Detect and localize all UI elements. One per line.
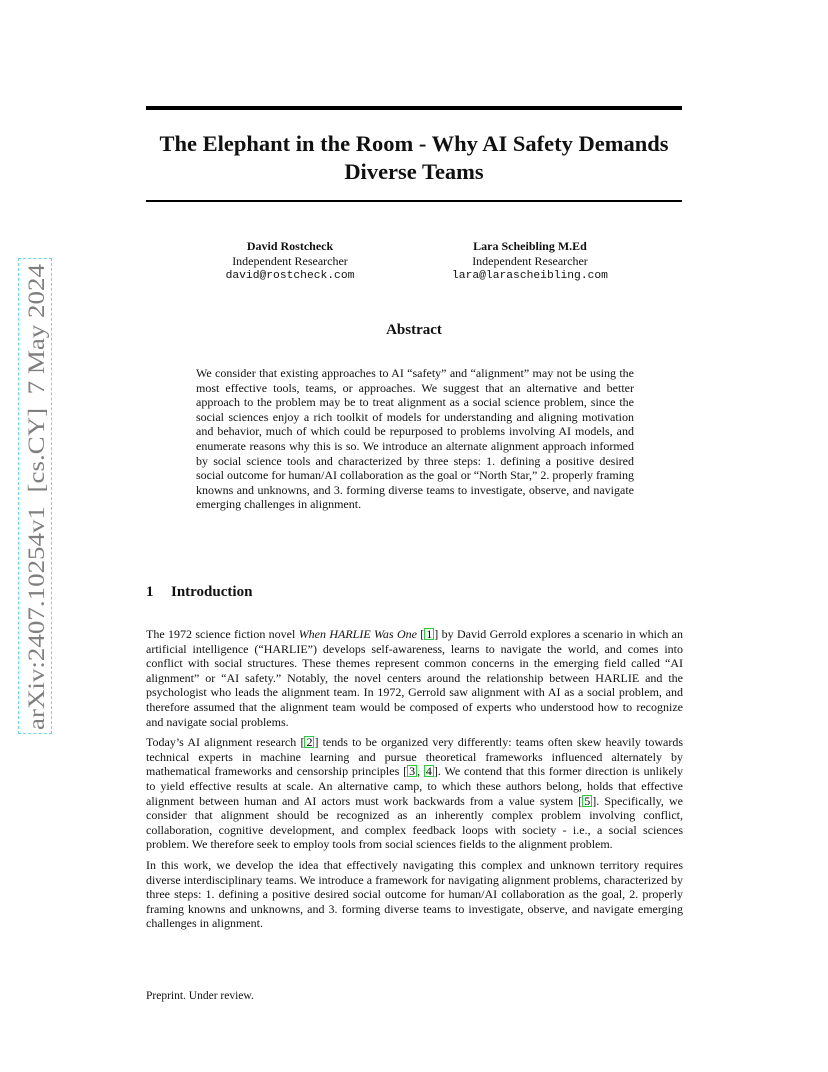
book-title: When HARLIE Was One (298, 627, 417, 641)
text-run: , (417, 764, 424, 779)
text-run: by David Gerrold explores a scenario in which an artificial intelligence (“HARLIE”) develops self-awareness, learns to navigate the world, and comes into conflict with social structures. These themes represent common concerns in the emerging field called “AI alignment” or “AI safety.” Notably, the novel centers around the relationship between HARLIE and the psychologist who leads the alignment team. In 1972, Gerrold saw alignment with AI as a social problem, and therefore assumed that the alignment team would be composed of experts who understood how to recognize and navigate social problems. (146, 627, 683, 729)
author-email: lara@larascheibling.com (452, 270, 608, 282)
author-name: Lara Scheibling M.Ed (473, 239, 587, 253)
paragraph-3: In this work, we develop the idea that effectively navigating this complex and unknown territory requires diverse interdisciplinary teams. We introduce a framework for navigating alignment problems, characterized by three steps: 1. defining a positive desired social outcome for human/AI collaboration as the goal, 2. properly framing knowns and unknowns, and 3. forming diverse teams to investigate, observe, and navigate emerging challenges in alignment. (146, 857, 683, 931)
arxiv-identifier-text: arXiv:2407.10254v1 [cs.CY] 7 May 2024 (24, 332, 49, 730)
title-bottom-rule (146, 200, 682, 202)
paragraph-2: Today’s AI alignment research [ 2 ] tends to be organized very differently: teams often skew heavily towards technical experts in machine learning and pursue theoretical frameworks influenced alternately by mathematical frameworks and censorship principles [ 3 , 4 ]. We contend that this former direction is unlikely to yield effective results at scale. An alternative camp, to which these authors belong, holds that effective alignment between human and AI actors must work backwards from a value system [ 5 ]. Specifically, we consider that alignment should be recognized as an inherently complex problem involving conflict, collaboration, cognitive development, and complex feedback loops with society - i.e., a social sciences problem. We therefore seek to employ tools from social sciences fields to the alignment problem. (146, 735, 684, 852)
arxiv-identifier-stamp[interactable] (18, 258, 52, 734)
section-heading-introduction (146, 584, 252, 601)
paragraph-1: The 1972 science fiction novel When HARLIE Was One [ 1 ] by David Gerrold explores a scenario in which an artificial intelligence (“HARLIE”) develops self-awareness, learns to navigate the world, and comes into conflict with social structures. These themes represent common concerns in the emerging field called “AI alignment” or “AI safety.” Notably, the novel centers around the relationship between HARLIE and the psychologist who leads the alignment team. In 1972, Gerrold saw alignment with AI as a social problem, and therefore assumed that the alignment team would be composed of experts who understood how to recognize and navigate social problems. (146, 627, 683, 729)
footer-note: Preprint. Under review. (146, 990, 254, 1002)
abstract-heading: Abstract (386, 322, 442, 338)
section-title: Introduction (171, 584, 253, 600)
citation-link[interactable]: 1 (426, 627, 433, 641)
citation-link[interactable]: 3 (409, 764, 416, 779)
author-affiliation: Independent Researcher (472, 254, 588, 268)
text-run: tends to be organized very differently: teams often skew heavily towards technical experts in machine learning and pursue theoretical frameworks influenced alternately by mathematical frameworks and censorship principles [ (146, 735, 683, 779)
author-block-2 (420, 239, 640, 284)
section-number: 1 (146, 584, 154, 600)
text-run: Today’s AI alignment research (146, 735, 301, 750)
author-block-1 (200, 239, 380, 284)
text-run: The 1972 science fiction novel (146, 627, 299, 641)
text-run: ]. We contend that this former direction is unlikely to yield effective results at scale. An alternative camp, to which these authors belong, holds that effective alignment between human and AI actors must work backwards from a value system (146, 764, 684, 808)
arxiv-link-box (18, 258, 52, 734)
author-affiliation: Independent Researcher (232, 254, 348, 268)
author-email: david@rostcheck.com (225, 270, 355, 282)
text-run: . Specifically, we consider that alignment should be recognized as an inherently complex problem involving conflict, collaboration, cognitive development, and complex feedback loops with society - i.e., a social sciences problem. We therefore seek to employ tools from social sciences fields to the alignment problem. (146, 793, 683, 852)
citation-link[interactable]: 2 (306, 735, 313, 750)
citation-link[interactable]: 5 (584, 793, 591, 808)
title-top-rule (146, 106, 682, 110)
citation-link[interactable]: 4 (425, 764, 432, 779)
author-name: David Rostcheck (246, 239, 334, 253)
abstract-text: We consider that existing approaches to AI “safety” and “alignment” may not be using the most effective tools, teams, or approaches. We suggest that an alternative and better approach to the problem may be to treat alignment as a social science problem, since the social sciences enjoy a rich toolkit of models for understanding and aligning motivation and behavior, much of which could be repurposed to problems involving AI models, and enumerate reasons why this is so. We introduce an alternate alignment approach informed by social science tools and characterized by three steps: 1. defining a positive desired social outcome for human/AI collaboration as the goal or “North Star,” 2. properly framing knowns and unknowns, and 3. forming diverse teams to investigate, observe, and navigate emerging challenges in alignment. (196, 366, 634, 512)
introduction-body (146, 627, 683, 937)
paper-title: The Elephant in the Room - Why AI Safety Demands Diverse Teams (159, 131, 669, 184)
